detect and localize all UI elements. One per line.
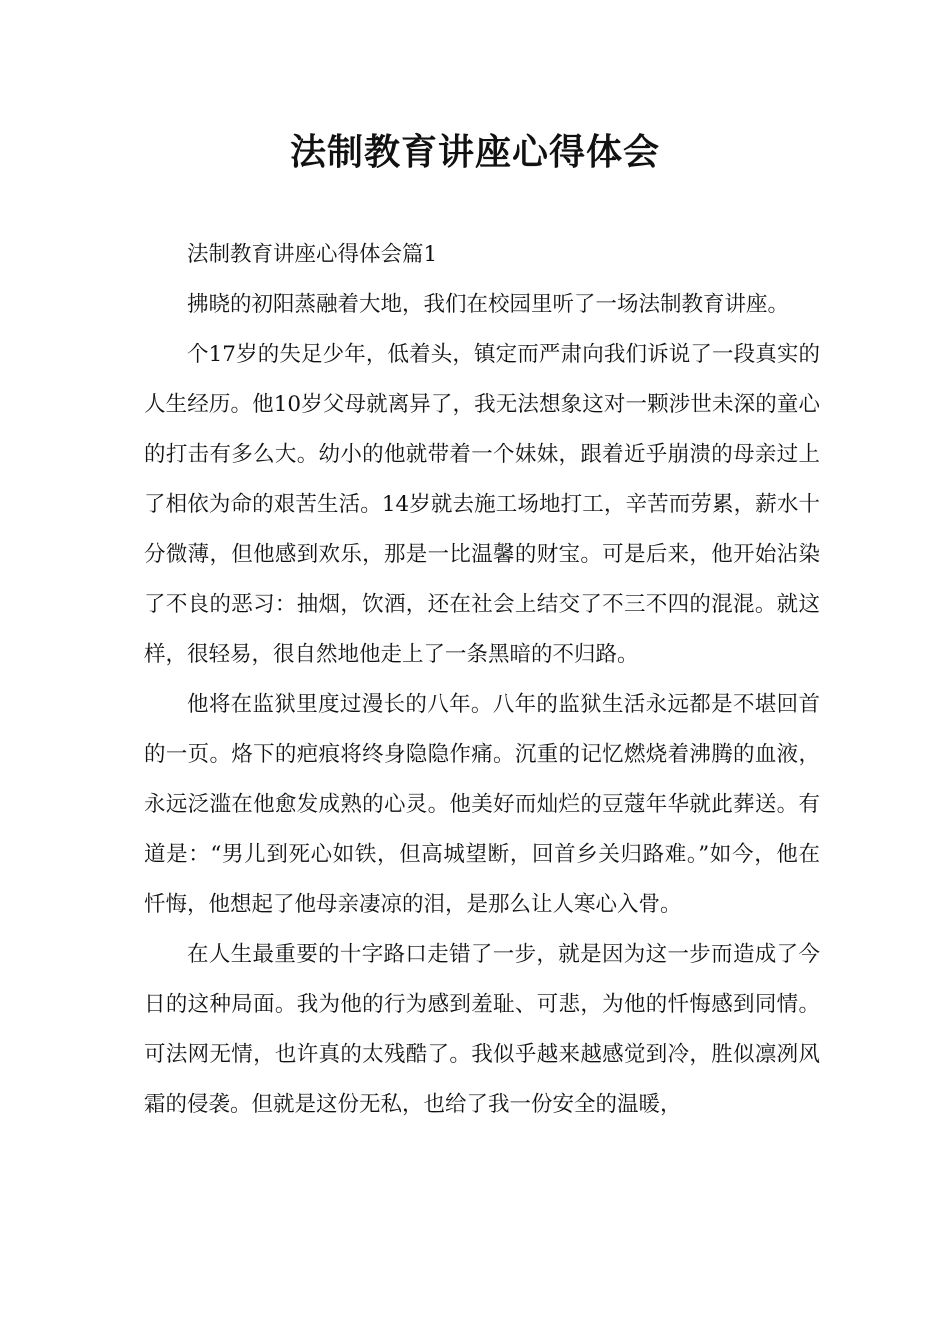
paragraph: 拂晓的初阳蒸融着大地，我们在校园里听了一场法制教育讲座。 [187,292,790,317]
document-title: 法制教育讲座心得体会 [289,131,660,173]
paragraph: 他将在监狱里度过漫长的八年。八年的监狱生活永远都是不堪回首的一页。烙下的疤痕将终身隐隐作痛。沉重的记忆燃烧着沸腾的血液，永远泛滥在他愈发成熟的心灵。他美好而灿烂的豆蔻年华就此葬送。有道是：“男儿到死心如铁，但高城望断，回首乡关归路难。”如今，他在忏悔，他想起了他母亲凄凉的泪，是那么让人寒心入骨。 [144,692,820,917]
document-body [144,230,820,1130]
paragraph: 个17岁的失足少年，低着头，镇定而严肃向我们诉说了一段真实的人生经历。他10岁父母就离异了，我无法想象这对一颗涉世未深的童心的打击有多么大。幼小的他就带着一个妹妹，跟着近乎崩溃的母亲过上了相依为命的艰苦生活。14岁就去施工场地打工，辛苦而劳累，薪水十分微薄，但他感到欢乐，那是一比温馨的财宝。可是后来，他开始沾染了不良的恶习：抽烟，饮酒，还在社会上结交了不三不四的混混。就这样，很轻易，很自然地他走上了一条黑暗的不归路。 [144,342,820,667]
section-heading: 法制教育讲座心得体会篇1 [187,242,438,267]
paragraph: 在人生最重要的十字路口走错了一步，就是因为这一步而造成了今日的这种局面。我为他的行为感到羞耻、可悲，为他的忏悔感到同情。可法网无情，也许真的太残酷了。我似乎越来越感觉到冷，胜似凛冽风霜的侵袭。但就是这份无私，也给了我一份安全的温暖， [144,942,820,1117]
